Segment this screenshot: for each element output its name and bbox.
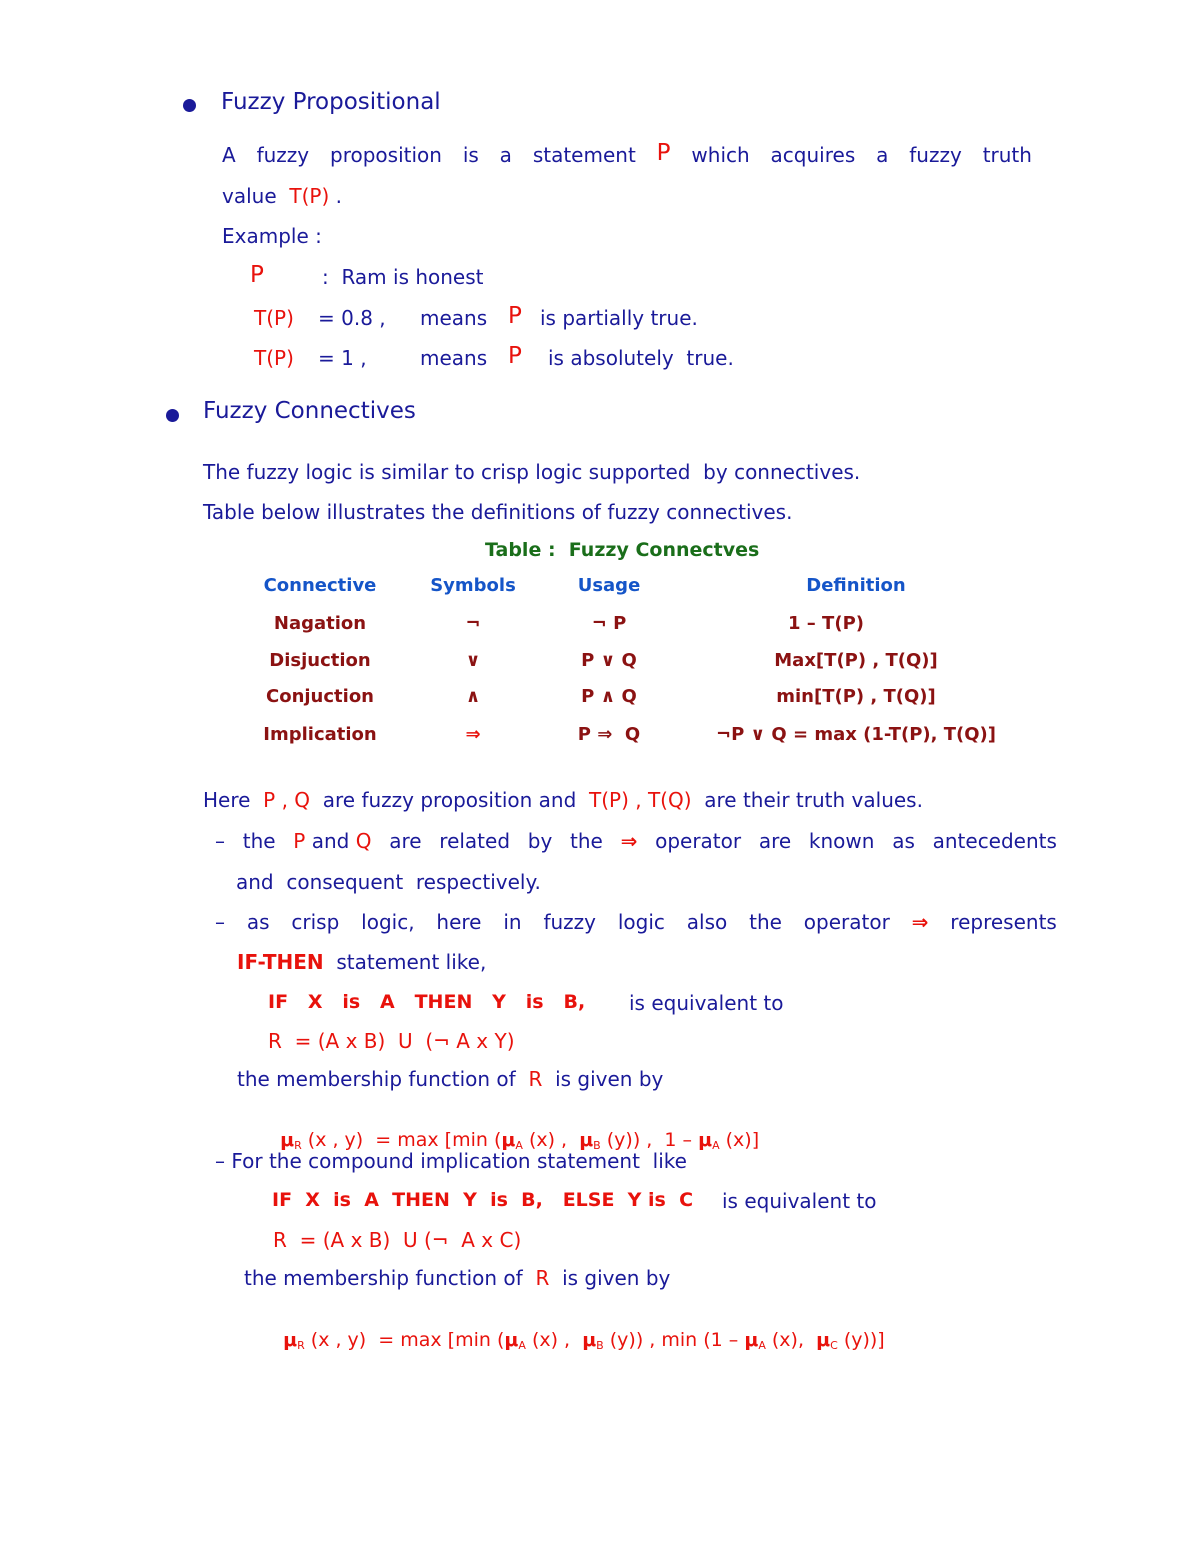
word: as: [892, 829, 915, 853]
table-cell-symbol: ¬: [465, 613, 481, 634]
symbol-p: P: [293, 829, 306, 853]
formula-text: (y)) , 1 –: [606, 1129, 699, 1151]
word: are: [758, 829, 792, 853]
example-3-tp: T(P): [254, 346, 294, 370]
word: A: [222, 143, 236, 167]
table-header-symbols: Symbols: [430, 575, 516, 596]
table-header-connective: Connective: [263, 575, 377, 596]
example-3-rest: is absolutely true.: [548, 346, 734, 370]
example-1-text: : Ram is honest: [322, 265, 484, 289]
subscript: A: [515, 1139, 523, 1152]
table-cell-connective: Disjuction: [269, 650, 371, 671]
word: related: [439, 829, 511, 853]
word: a: [876, 143, 889, 167]
word: as: [246, 910, 270, 934]
if-then-keyword: IF-THEN: [237, 950, 324, 974]
here-line: [203, 788, 923, 812]
implies-arrow-icon: ⇒: [620, 829, 638, 853]
subscript: R: [297, 1339, 305, 1352]
intro-line-2: Table below illustrates the definitions of fuzzy connectives.: [203, 500, 793, 524]
table-cell-definition: Max[T(P) , T(Q)]: [774, 650, 938, 671]
table-cell-symbol: ∧: [465, 686, 481, 707]
subscript: B: [593, 1139, 601, 1152]
symbol-p: P: [656, 140, 671, 166]
table-cell-usage: P ∨ Q: [581, 650, 637, 671]
example-1-p: P: [250, 262, 264, 288]
symbol-r: R: [535, 1266, 550, 1290]
word: the: [242, 829, 276, 853]
subscript: A: [518, 1339, 526, 1352]
example-2-p: P: [508, 303, 522, 329]
text: Here: [203, 788, 251, 812]
word: the: [570, 829, 603, 853]
formula-text: (y)) , min (1 –: [609, 1329, 745, 1351]
table-cell-usage: P ⇒ Q: [577, 724, 641, 745]
truth-value-q: T(Q): [647, 788, 692, 812]
word: represents: [950, 910, 1057, 934]
mu-symbol: μ: [280, 1129, 295, 1151]
subscript: R: [294, 1139, 302, 1152]
mu-symbol: μ: [744, 1329, 759, 1351]
dash: –: [215, 829, 225, 853]
word: in: [503, 910, 522, 934]
word: truth: [982, 143, 1032, 167]
rule-1: IF X is A THEN Y is B,: [268, 991, 586, 1013]
bullet-2-line-2: [237, 950, 486, 974]
text: .: [335, 184, 342, 208]
word: logic,: [361, 910, 415, 934]
word: also: [686, 910, 728, 934]
text: statement like,: [336, 950, 487, 974]
rule-2-equivalent: is equivalent to: [722, 1189, 877, 1213]
formula-text: (x , y) = max [min (: [310, 1329, 505, 1351]
word: are: [389, 829, 422, 853]
truth-value: T(P): [289, 184, 330, 208]
truth-value-p: T(P) ,: [589, 788, 642, 812]
text: is given by: [555, 1067, 664, 1091]
formula-2: [271, 1307, 885, 1352]
bullet-1-line-1: [215, 829, 1057, 853]
mu-symbol: μ: [504, 1329, 519, 1351]
table-caption: Table : Fuzzy Connectves: [485, 539, 760, 561]
formula-text: (x)]: [725, 1129, 760, 1151]
table-cell-definition: min[T(P) , T(Q)]: [776, 686, 936, 707]
table-cell-definition: ¬P ∨ Q = max (1-T(P), T(Q)]: [716, 724, 996, 745]
example-3-p: P: [508, 343, 522, 369]
table-header-usage: Usage: [577, 575, 641, 596]
formula-text: (x) ,: [531, 1329, 583, 1351]
mu-symbol: μ: [501, 1129, 516, 1151]
word: logic: [617, 910, 665, 934]
text: is given by: [562, 1266, 671, 1290]
symbol-r: R: [528, 1067, 543, 1091]
example-2-eq: = 0.8 ,: [318, 306, 386, 330]
text: are fuzzy proposition and: [322, 788, 577, 812]
bullet-3-line: – For the compound implication statement like: [215, 1149, 687, 1173]
text: are their truth values.: [704, 788, 923, 812]
bullet-icon: [183, 99, 196, 112]
text: the membership function of: [237, 1067, 516, 1091]
word: the: [749, 910, 782, 934]
rule-1-equivalent: is equivalent to: [629, 991, 784, 1015]
word: by: [527, 829, 553, 853]
word: fuzzy: [909, 143, 962, 167]
subscript: A: [758, 1339, 766, 1352]
bullet-icon: [166, 409, 179, 422]
word: here: [436, 910, 482, 934]
membership-line-1: [237, 1067, 663, 1091]
word: operator: [655, 829, 742, 853]
word: fuzzy: [543, 910, 597, 934]
example-label: Example :: [222, 224, 322, 248]
mu-symbol: μ: [816, 1329, 831, 1351]
word: fuzzy: [256, 143, 310, 167]
rule-2: IF X is A THEN Y is B, ELSE Y is C: [272, 1189, 694, 1211]
definition-line-2: [222, 184, 342, 208]
example-2-tp: T(P): [254, 306, 294, 330]
formula-text: (x) ,: [528, 1129, 580, 1151]
table-cell-usage: ¬ P: [591, 613, 627, 634]
word: antecedents: [932, 829, 1057, 853]
intro-line-1: The fuzzy logic is similar to crisp logic supported by connectives.: [203, 460, 861, 484]
word: statement: [532, 143, 636, 167]
mu-symbol: μ: [698, 1129, 713, 1151]
subscript: C: [830, 1339, 838, 1352]
table-cell-usage: P ∧ Q: [581, 686, 637, 707]
table-cell-connective: Implication: [263, 724, 377, 745]
subscript: B: [596, 1339, 604, 1352]
text: the membership function of: [244, 1266, 523, 1290]
dash: –: [215, 910, 225, 934]
word: is: [462, 143, 479, 167]
membership-line-2: [244, 1266, 670, 1290]
bullet-2-line-1: [215, 910, 1057, 934]
word: known: [808, 829, 875, 853]
section-heading-connectives: Fuzzy Connectives: [203, 398, 416, 424]
word: and: [311, 829, 350, 853]
mu-symbol: μ: [582, 1329, 597, 1351]
mu-symbol: μ: [283, 1329, 298, 1351]
table-cell-connective: Conjuction: [266, 686, 374, 707]
word: crisp: [291, 910, 340, 934]
relation-1: R = (A x B) U (¬ A x Y): [268, 1029, 515, 1053]
bullet-1-line-2: and consequent respectively.: [236, 870, 541, 894]
formula-text: (x),: [771, 1329, 817, 1351]
example-2-means: means: [420, 306, 488, 330]
word: a: [499, 143, 512, 167]
subscript: A: [712, 1139, 720, 1152]
formula-1: [268, 1107, 759, 1152]
word: acquires: [770, 143, 856, 167]
formula-text: (y))]: [843, 1329, 885, 1351]
table-cell-symbol: ⇒: [465, 724, 481, 745]
relation-2: R = (A x B) U (¬ A x C): [273, 1228, 522, 1252]
implies-arrow-icon: ⇒: [911, 910, 929, 934]
formula-text: (x , y) = max [min (: [307, 1129, 502, 1151]
table-cell-symbol: ∨: [465, 650, 481, 671]
word: which: [691, 143, 750, 167]
propositions: P , Q: [263, 788, 311, 812]
example-3-means: means: [420, 346, 488, 370]
mu-symbol: μ: [579, 1129, 594, 1151]
table-cell-definition: 1 – T(P): [788, 613, 864, 634]
example-3-eq: = 1 ,: [318, 346, 367, 370]
word: proposition: [330, 143, 442, 167]
example-2-rest: is partially true.: [540, 306, 698, 330]
word: operator: [803, 910, 890, 934]
text: value: [222, 184, 277, 208]
symbol-q: Q: [355, 829, 372, 853]
definition-line-1: [222, 140, 1032, 167]
table-header-definition: Definition: [806, 575, 906, 596]
section-heading-propositional: Fuzzy Propositional: [221, 89, 441, 115]
table-cell-connective: Nagation: [273, 613, 367, 634]
